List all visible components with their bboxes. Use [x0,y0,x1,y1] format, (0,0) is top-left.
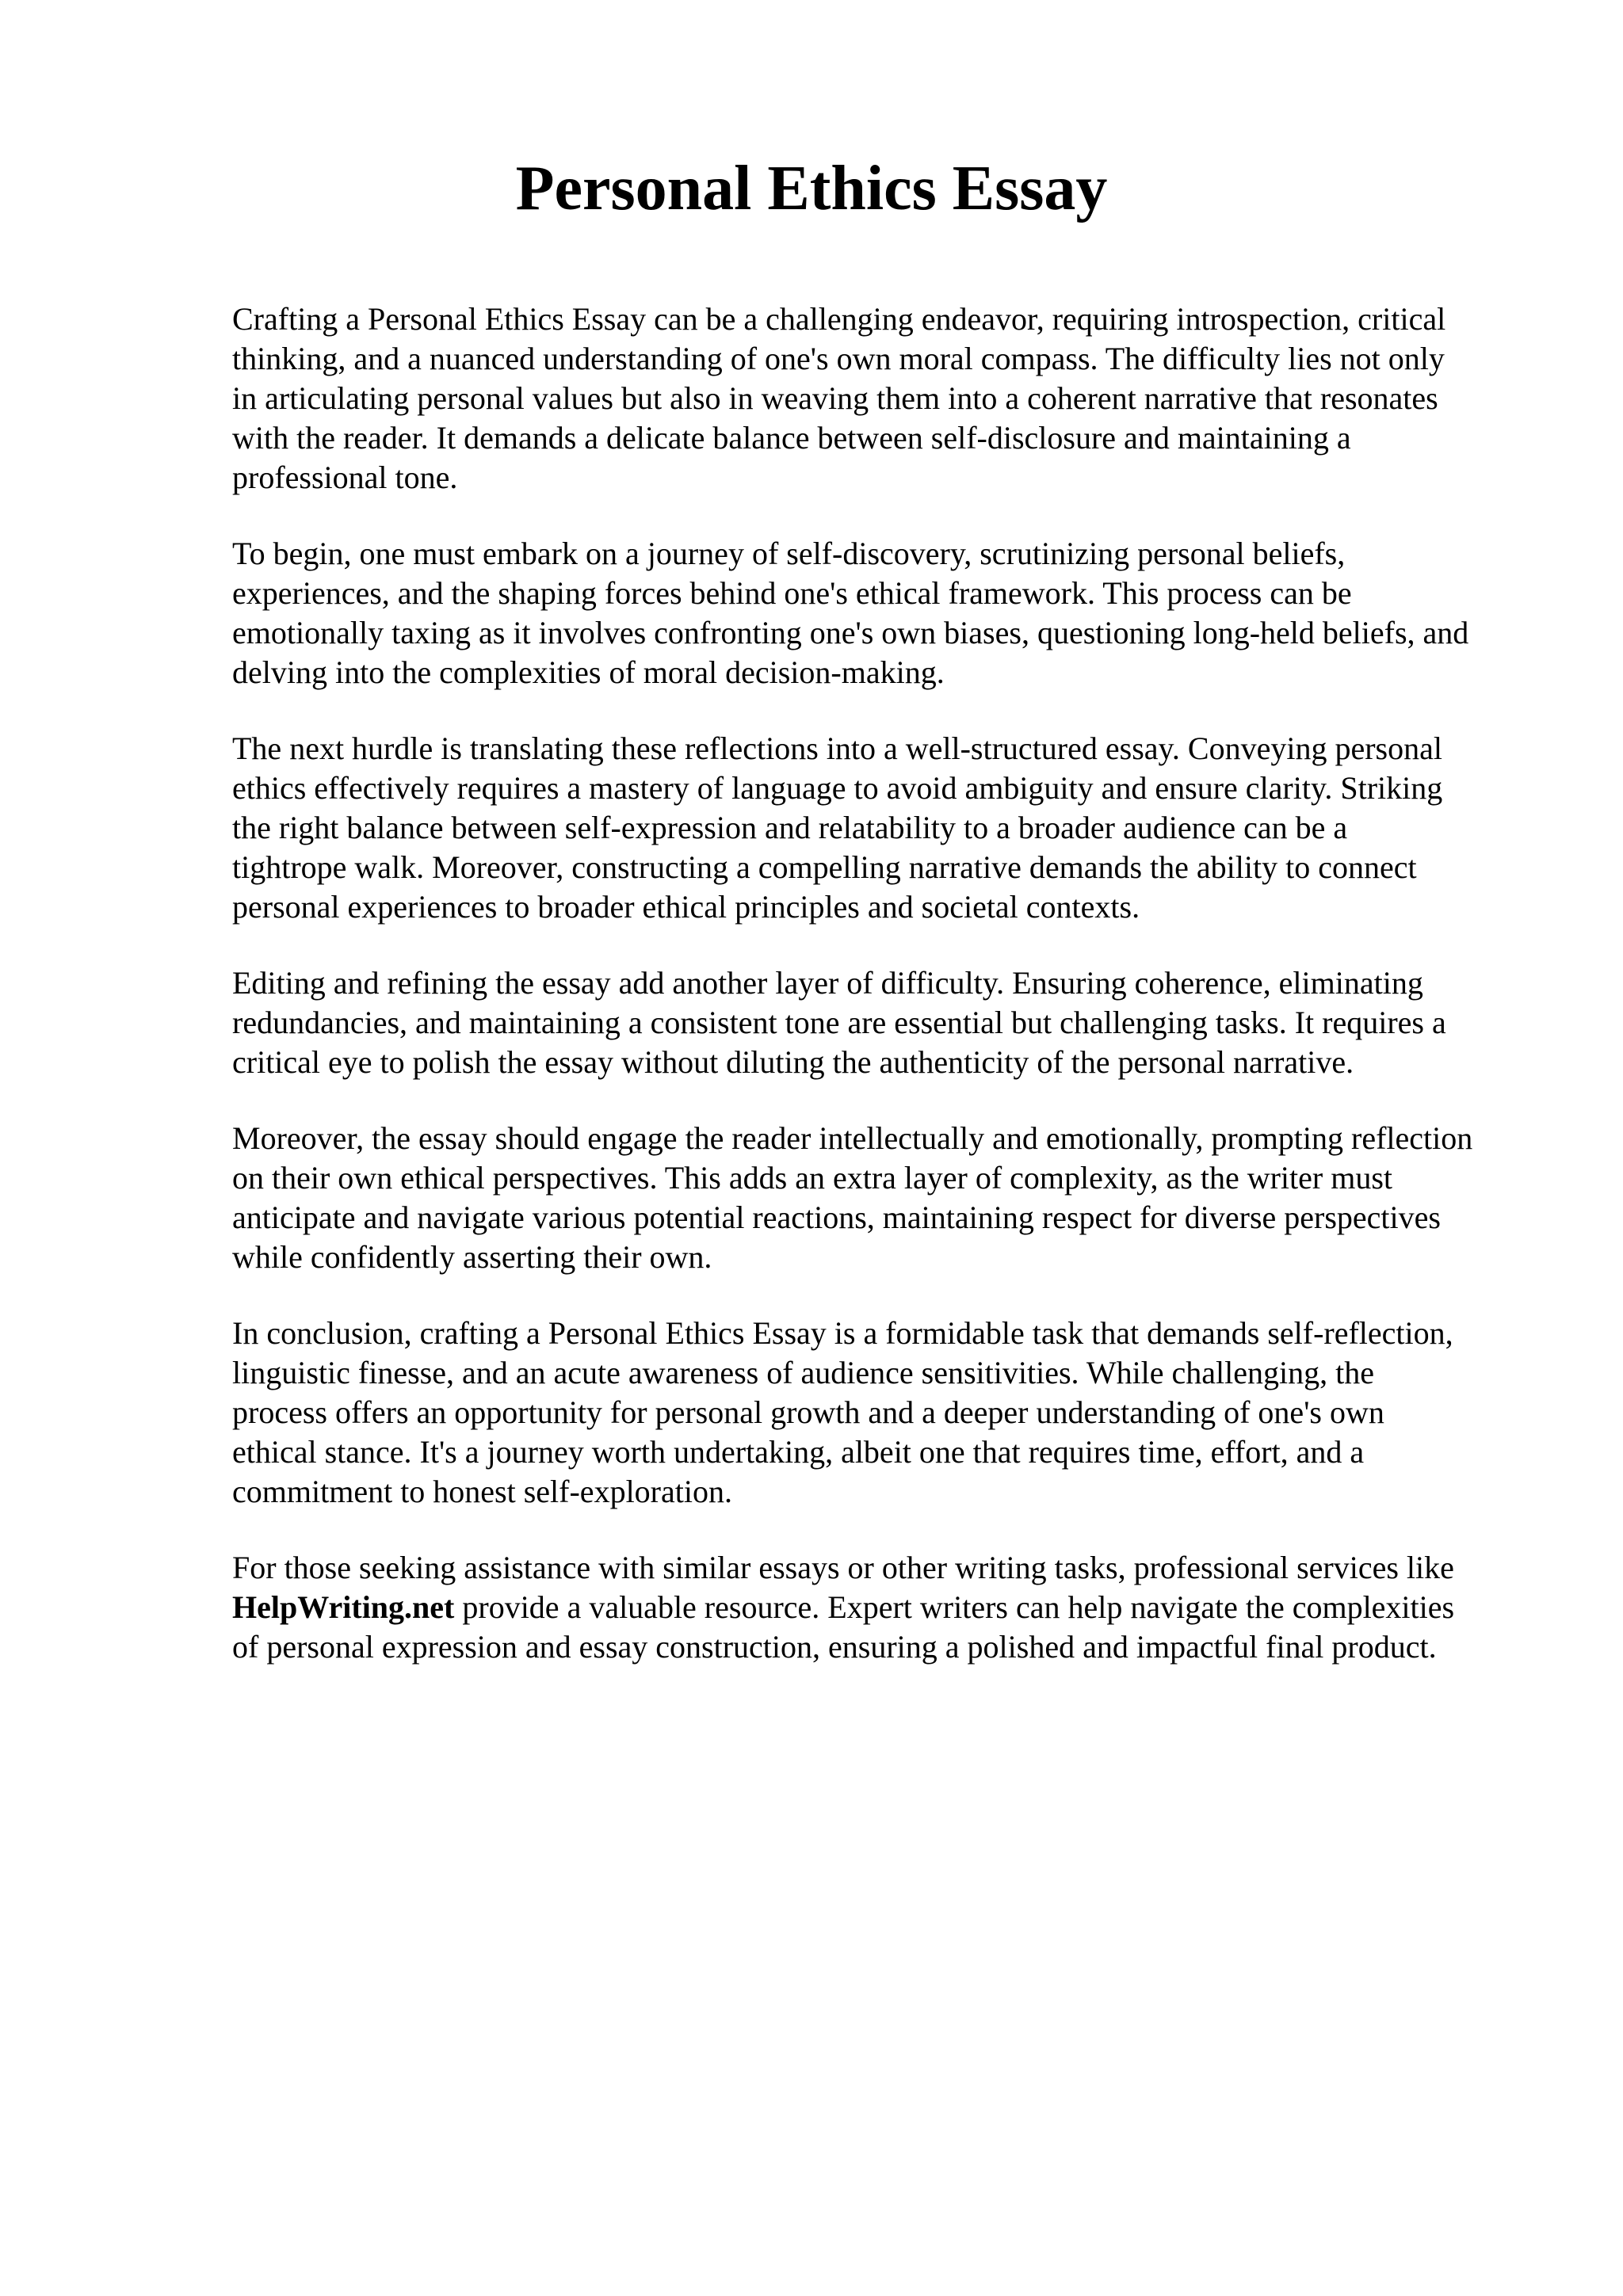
document-title: Personal Ethics Essay [515,154,1108,223]
text-line: the right balance between self-expression and relatability to a broader audience can be a [232,810,1348,845]
text-line: Moreover, the essay should engage the reader intellectually and emotionally, prompting reflection [232,1120,1473,1156]
text-line: process offers an opportunity for personal growth and a deeper understanding of one's own [232,1394,1384,1430]
paragraph-self-discovery [232,534,1532,692]
text-line: The next hurdle is translating these reflections into a well-structured essay. Conveying personal [232,730,1442,766]
paragraph-closing [232,1548,1532,1667]
paragraph-engagement [232,1119,1532,1277]
brand-name: HelpWriting.net [232,1589,455,1625]
text-line: commitment to honest self-exploration. [232,1474,732,1509]
text-line: personal experiences to broader ethical principles and societal contexts. [232,889,1140,925]
text-line: professional tone. [232,460,458,495]
text-line: anticipate and navigate various potential reactions, maintaining respect for diverse perspectives [232,1199,1441,1235]
paragraph-editing [232,963,1532,1082]
text-line: Crafting a Personal Ethics Essay can be a challenging endeavor, requiring introspection, critical [232,301,1446,337]
text-line: of personal expression and essay construction, ensuring a polished and impactful final product. [232,1629,1437,1665]
text-line: emotionally taxing as it involves confronting one's own biases, questioning long-held beliefs, and [232,615,1469,650]
text-line [232,1588,1532,1627]
paragraph-intro [232,299,1532,498]
paragraph-conclusion [232,1314,1532,1512]
document-body [232,299,1532,1703]
text-line: linguistic finesse, and an acute awareness of audience sensitivities. While challenging, the [232,1355,1375,1390]
text-line: with the reader. It demands a delicate balance between self-disclosure and maintaining a [232,420,1351,456]
text-line: tightrope walk. Moreover, constructing a compelling narrative demands the ability to connect [232,849,1417,885]
text-line: while confidently asserting their own. [232,1239,712,1275]
text-line: thinking, and a nuanced understanding of one's own moral compass. The difficulty lies not only [232,341,1445,376]
text-line: delving into the complexities of moral decision-making. [232,654,945,690]
text-line: ethical stance. It's a journey worth undertaking, albeit one that requires time, effort, and a [232,1434,1365,1470]
text-line: critical eye to polish the essay without diluting the authenticity of the personal narrative. [232,1044,1354,1080]
text-line: For those seeking assistance with similar essays or other writing tasks, professional services like [232,1550,1454,1585]
text-line: experiences, and the shaping forces behind one's ethical framework. This process can be [232,575,1352,611]
text-line: ethics effectively requires a mastery of language to avoid ambiguity and ensure clarity. Striking [232,770,1443,806]
text-line: To begin, one must embark on a journey of self-discovery, scrutinizing personal beliefs, [232,536,1346,571]
text-line: on their own ethical perspectives. This adds an extra layer of complexity, as the writer must [232,1160,1393,1196]
text-line: in articulating personal values but also in weaving them into a coherent narrative that resonates [232,380,1438,416]
text-line: Editing and refining the essay add another layer of difficulty. Ensuring coherence, eliminating [232,965,1423,1001]
text-line: redundancies, and maintaining a consistent tone are essential but challenging tasks. It requires a [232,1005,1446,1040]
paragraph-structure [232,729,1532,927]
text-fragment: provide a valuable resource. Expert writers can help navigate the complexities [454,1589,1455,1625]
text-line: In conclusion, crafting a Personal Ethics Essay is a formidable task that demands self-reflection, [232,1315,1453,1351]
